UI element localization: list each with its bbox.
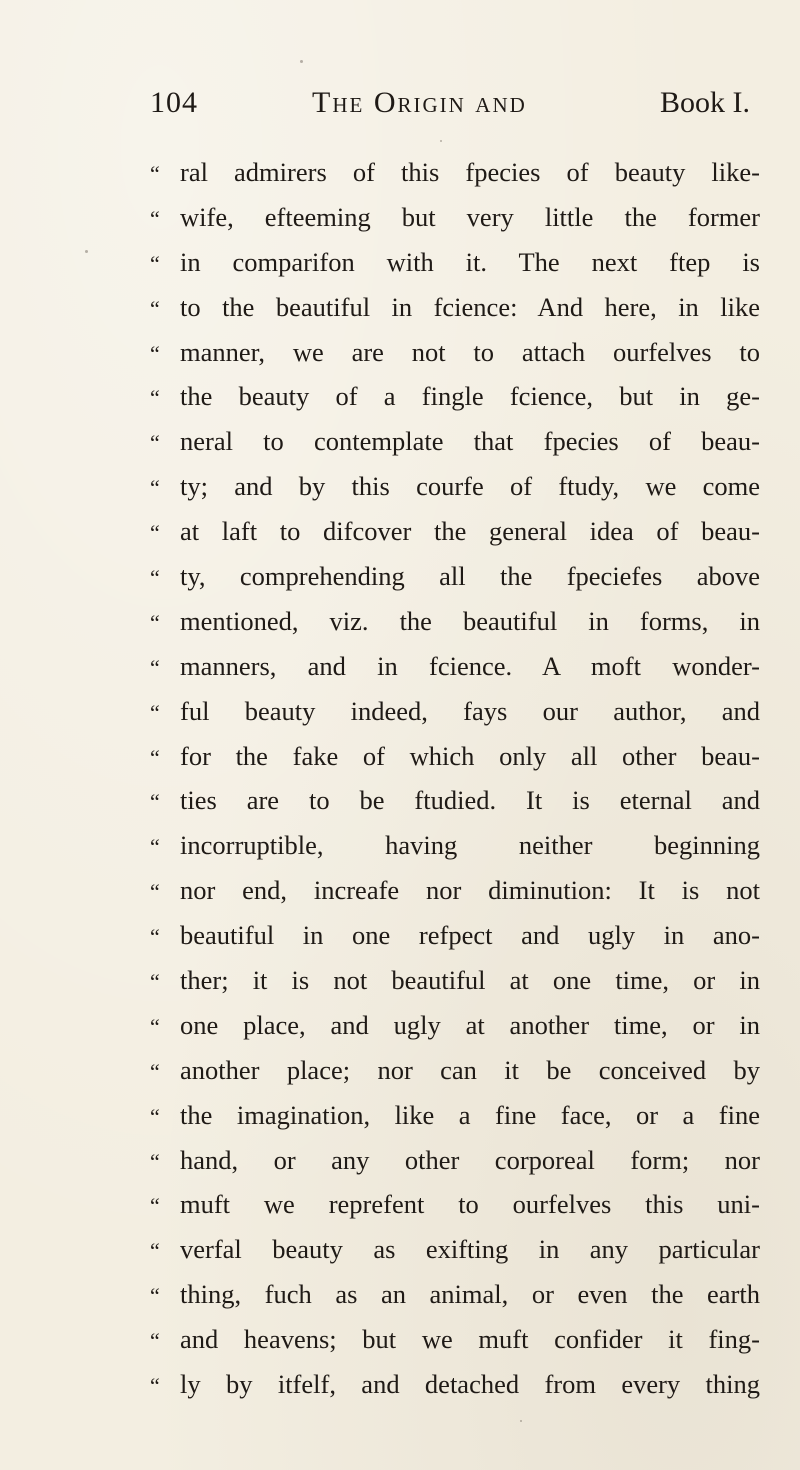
text-line — [150, 1048, 760, 1093]
running-title: The Origin and — [312, 86, 527, 119]
text-line — [150, 285, 760, 330]
text-line — [150, 689, 760, 734]
quotation-mark: “ — [150, 295, 160, 321]
paper-speck — [642, 1382, 645, 1385]
quotation-mark: “ — [150, 1373, 160, 1399]
quotation-mark: “ — [150, 789, 160, 815]
quotation-mark: “ — [150, 1013, 160, 1039]
text-line — [150, 868, 760, 913]
line-text: verfal beauty as exifting in any particular — [180, 1234, 760, 1265]
text-line — [150, 913, 760, 958]
line-text: ly by itfelf, and detached from every thing — [180, 1369, 760, 1400]
quotation-mark: “ — [150, 385, 160, 411]
text-line — [150, 778, 760, 823]
line-text: neral to contemplate that fpecies of beau- — [180, 426, 760, 457]
paper-speck — [85, 250, 88, 253]
text-line — [150, 1317, 760, 1362]
text-line — [150, 1138, 760, 1183]
quotation-mark: “ — [150, 744, 160, 770]
text-line — [150, 1272, 760, 1317]
text-line — [150, 330, 760, 375]
quotation-mark: “ — [150, 1328, 160, 1354]
paper-speck — [300, 60, 303, 63]
line-text: ty, comprehending all the fpeciefes above — [180, 561, 760, 592]
line-text: for the fake of which only all other beau- — [180, 740, 760, 771]
text-line — [150, 599, 760, 644]
text-line — [150, 734, 760, 779]
quotation-mark: “ — [150, 1058, 160, 1084]
quotation-mark: “ — [150, 924, 160, 950]
text-line — [150, 958, 760, 1003]
text-line — [150, 509, 760, 554]
text-line — [150, 1093, 760, 1138]
quotation-mark: “ — [150, 969, 160, 995]
quotation-mark: “ — [150, 520, 160, 546]
line-text: in comparifon with it. The next ftep is — [180, 246, 760, 277]
quotation-mark: “ — [150, 654, 160, 680]
text-line — [150, 1003, 760, 1048]
quotation-mark: “ — [150, 475, 160, 501]
line-text: another place; nor can it be conceived by — [180, 1054, 760, 1085]
paper-speck — [440, 140, 442, 142]
text-line — [150, 823, 760, 868]
text-line — [150, 464, 760, 509]
text-line — [150, 1362, 760, 1407]
line-text: ful beauty indeed, fays our author, and — [180, 695, 760, 726]
line-text: ther; it is not beautiful at one time, or in — [180, 965, 760, 996]
quotation-mark: “ — [150, 430, 160, 456]
quotation-mark: “ — [150, 1148, 160, 1174]
line-text: to the beautiful in fcience: And here, in like — [180, 291, 760, 322]
text-line — [150, 150, 760, 195]
book-indicator: Book I. — [660, 86, 750, 119]
quotation-mark: “ — [150, 609, 160, 635]
quotation-mark: “ — [150, 1283, 160, 1309]
line-text: ty; and by this courfe of ftudy, we come — [180, 471, 760, 502]
line-text: wife, efteeming but very little the former — [180, 201, 760, 232]
text-line — [150, 374, 760, 419]
line-text: one place, and ugly at another time, or in — [180, 1009, 760, 1040]
quotation-mark: “ — [150, 205, 160, 231]
line-text: manners, and in fcience. A moft wonder- — [180, 650, 760, 681]
line-text: nor end, increafe nor diminution: It is not — [180, 875, 760, 906]
text-line — [150, 240, 760, 285]
line-text: mentioned, viz. the beautiful in forms, in — [180, 605, 760, 636]
text-line — [150, 1227, 760, 1272]
text-line — [150, 644, 760, 689]
line-text: thing, fuch as an animal, or even the earth — [180, 1279, 760, 1310]
quotation-mark: “ — [150, 340, 160, 366]
paper-speck — [520, 1420, 522, 1422]
quotation-mark: “ — [150, 161, 160, 186]
line-text: and heavens; but we muft confider it fing- — [180, 1324, 760, 1355]
line-text: manner, we are not to attach ourfelves to — [180, 336, 760, 367]
quotation-mark: “ — [150, 1103, 160, 1129]
quotation-mark: “ — [150, 565, 160, 591]
text-line — [150, 419, 760, 464]
quotation-mark: “ — [150, 1193, 160, 1219]
quotation-mark: “ — [150, 250, 160, 276]
line-text: at laft to difcover the general idea of beau- — [180, 516, 760, 547]
line-text: muft we reprefent to ourfelves this uni- — [180, 1189, 760, 1220]
page-number: 104 — [150, 86, 198, 119]
line-text: ral admirers of this fpecies of beauty like- — [180, 157, 760, 187]
page-header — [150, 86, 750, 130]
line-text: the imagination, like a fine face, or a fine — [180, 1099, 760, 1130]
line-text: hand, or any other corporeal form; nor — [180, 1144, 760, 1175]
quotation-mark: “ — [150, 834, 160, 860]
line-text: the beauty of a fingle fcience, but in ge- — [180, 381, 760, 412]
line-text: beautiful in one refpect and ugly in ano- — [180, 920, 760, 951]
text-line — [150, 1182, 760, 1227]
line-text: ties are to be ftudied. It is eternal and — [180, 785, 760, 816]
quotation-mark: “ — [150, 699, 160, 725]
quotation-mark: “ — [150, 879, 160, 905]
text-line — [150, 195, 760, 240]
body-text — [150, 150, 760, 1407]
line-text: incorruptible, having neither beginning — [180, 830, 760, 861]
quotation-mark: “ — [150, 1238, 160, 1264]
text-line — [150, 554, 760, 599]
